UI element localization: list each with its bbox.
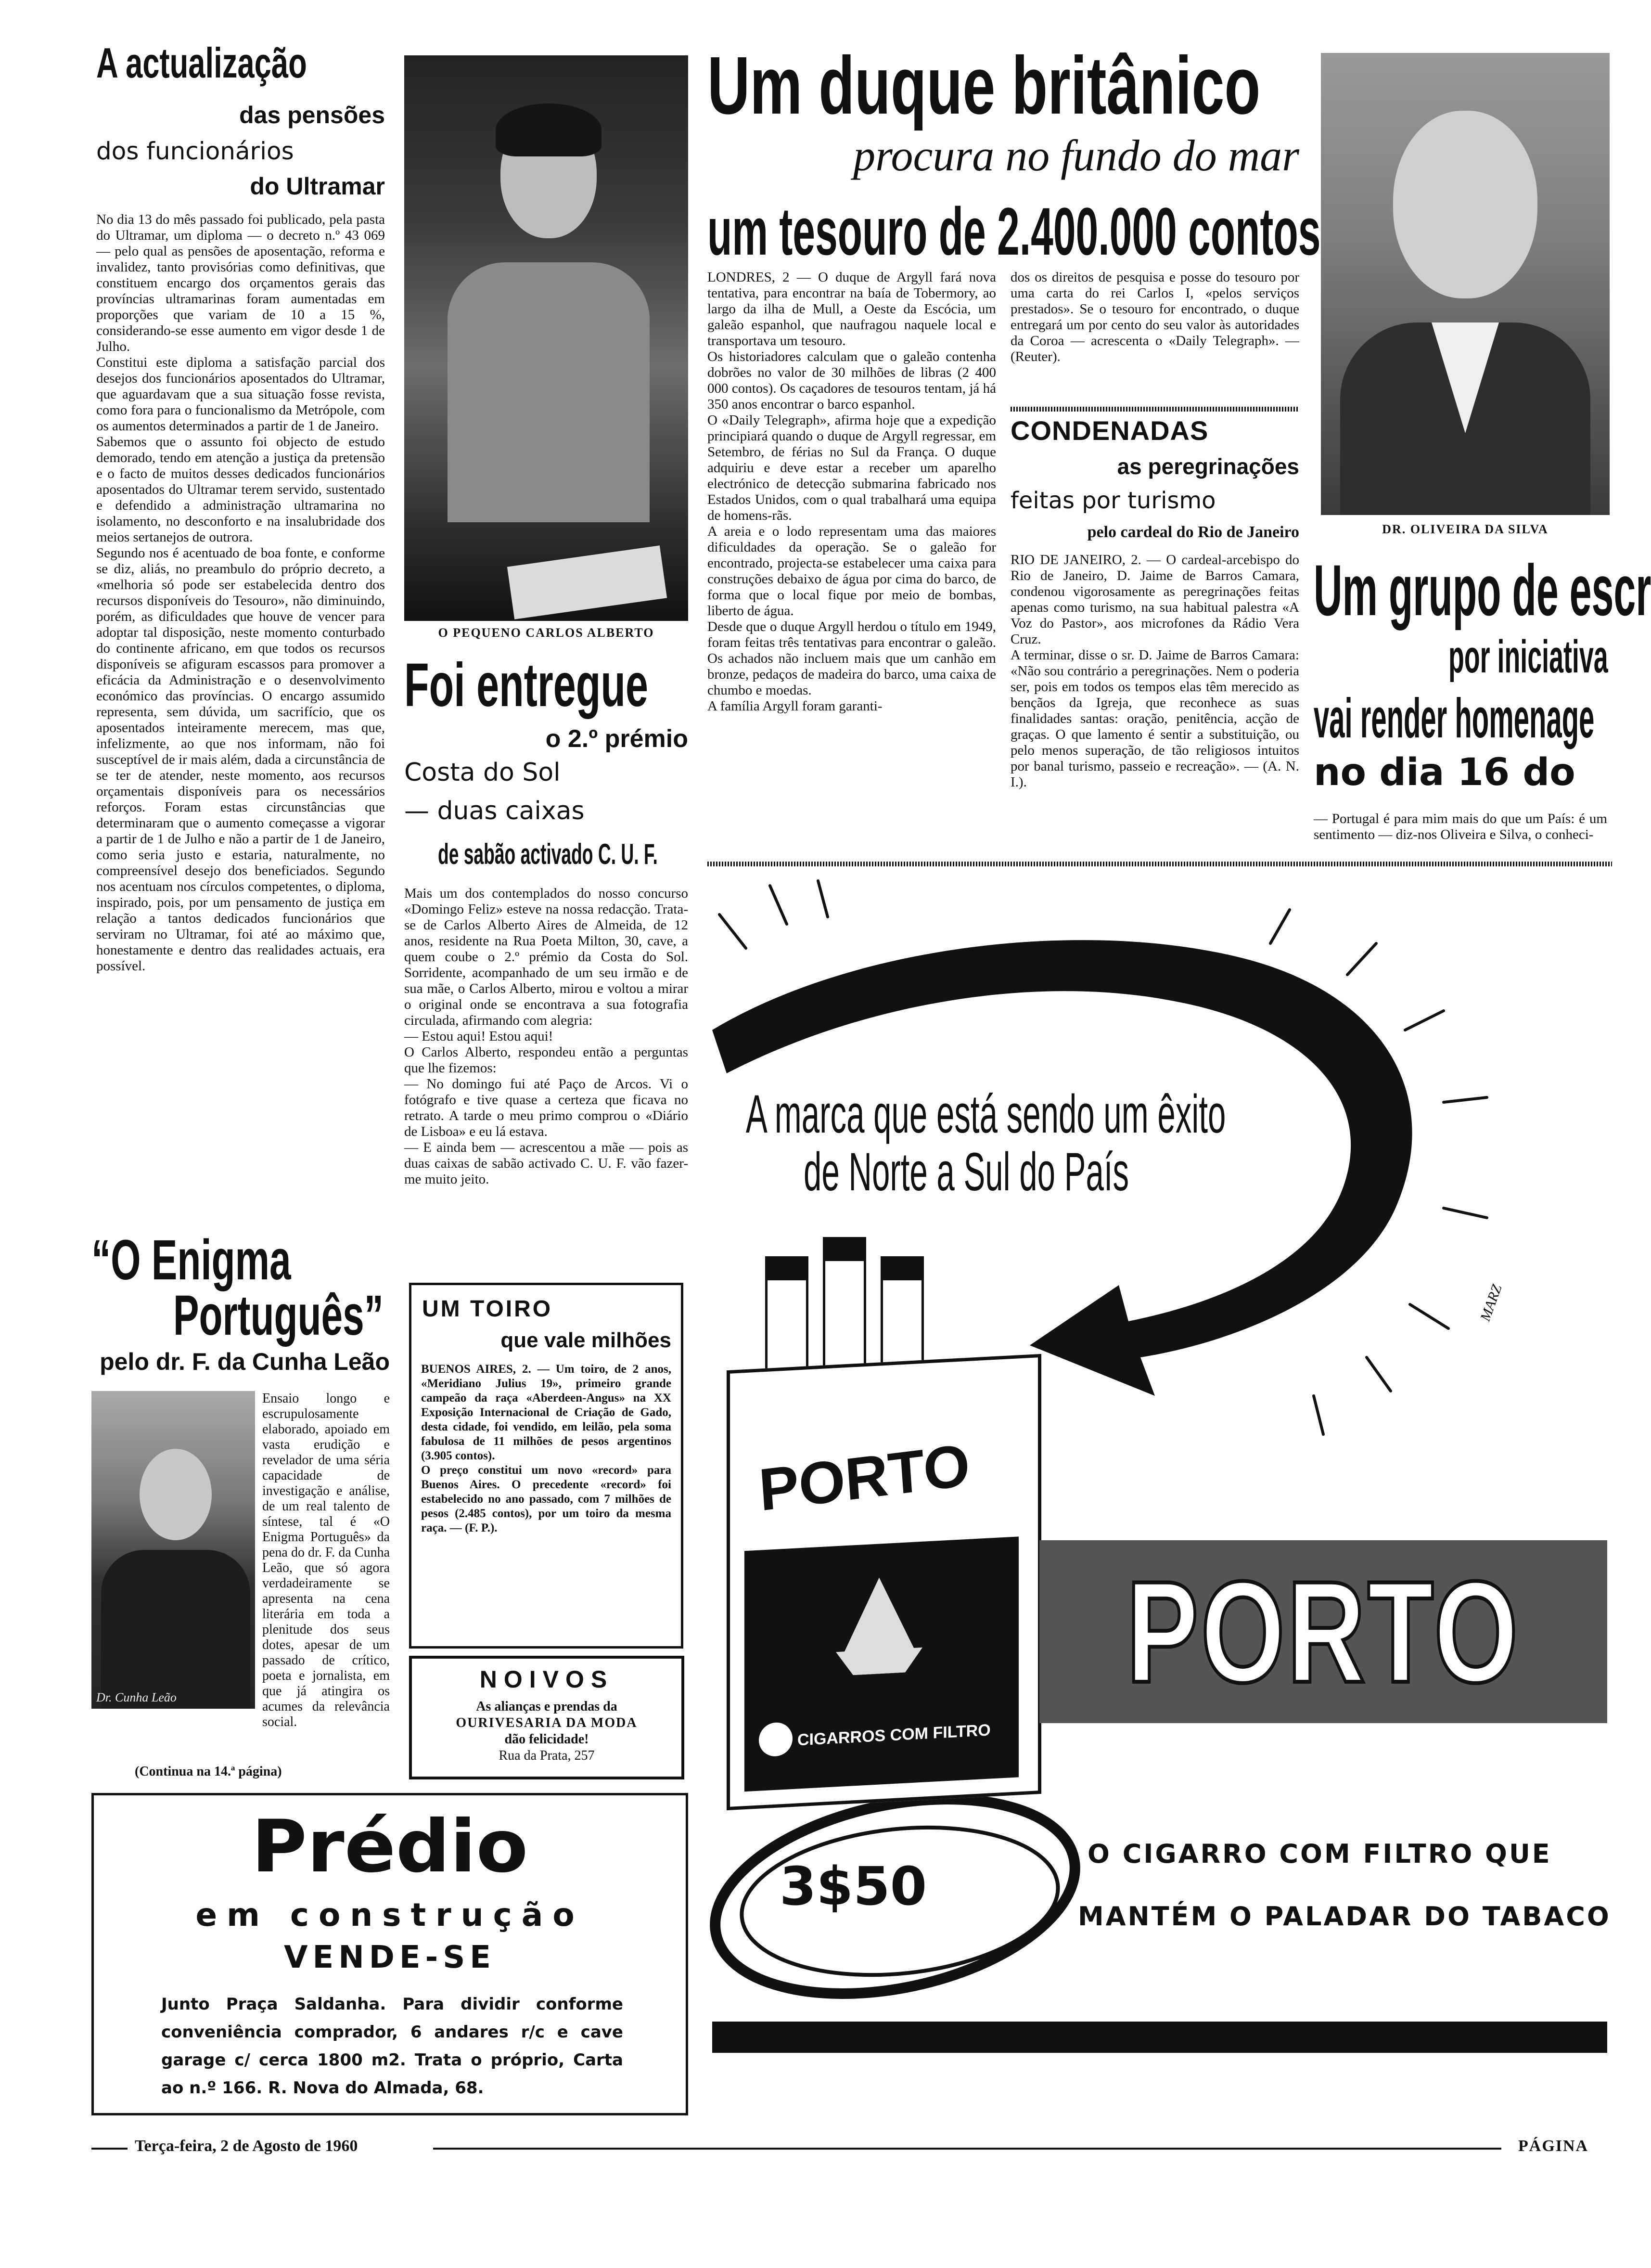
carlos-body: Mais um dos contemplados do nosso concurso «Domingo Feliz» esteve na nossa redacção. Trata-se de Carlos Alberto Aires de Almeida, de 12 anos, residente na Rua Poeta Milton, 30, cave, a quem coube o 2.º prémio da Costa do Sol. Sorridente, acompanhado de um seu irmão e de sua mãe, o Carlos Alberto, mirou e voltou a mirar o original onde se encontrava a sua fotografia circulada, afirmando com alegria: — Estou aqui! Estou aqui! O Carlos Alberto, respondeu então a perguntas que lhe fizemos: — No domingo fui até Paço de Arcos. Vi o fotógrafo e tive quase a certeza que ficava no retrato. A tarde o meu primo comprou o «Diário de Lisboa» e eu lá estava. — E ainda bem — acrescentou a mãe — pois as duas caixas de sabão activado C. U. F. vão fazer-me muito jeito. xyxy=(404,886,688,1187)
condenadas-sub2: feitas por turismo xyxy=(1011,487,1216,514)
pack-body xyxy=(727,1354,1041,1810)
predio-text: Junto Praça Saldanha. Para dividir conforme conveniência comprador, 6 andares r/c e cave garage c/ cerca 1800 m2. Trata o próprio, Carta ao n.º 166. R. Nova do Almada, 68. xyxy=(161,1995,623,2098)
pensoes-sub1: das pensões xyxy=(239,102,385,129)
carlos-sub1: o 2.º prémio xyxy=(545,725,688,753)
carlos-sub3: — duas caixas xyxy=(404,797,585,825)
pack-dark-panel xyxy=(744,1536,1019,1791)
duque-headline-1: Um duque britânico xyxy=(707,40,1261,131)
enigma-byline: pelo dr. F. da Cunha Leão xyxy=(100,1348,390,1375)
porto-banner-text: PORTO xyxy=(1126,1551,1521,1713)
oliveira-article xyxy=(1309,549,1651,881)
pensoes-article xyxy=(96,39,385,1223)
artist-signature: MARZ xyxy=(1477,1282,1505,1324)
footer-rule-left xyxy=(91,2148,128,2150)
condenadas-top-rule xyxy=(1011,407,1299,412)
ad-slogan-1: A marca que está sendo um êxito xyxy=(746,1084,1226,1144)
seal-icon xyxy=(759,1722,793,1757)
predio-box xyxy=(91,1793,688,2115)
oliveira-headline-4: no dia 16 do xyxy=(1314,751,1575,794)
cigarette-pack xyxy=(727,1237,1063,1800)
enigma-headline-2: Português” xyxy=(173,1284,384,1347)
ad-slogan-2: de Norte a Sul do País xyxy=(804,1142,1129,1202)
enigma-headline-1: “O Enigma xyxy=(91,1228,291,1292)
condenadas-body: RIO DE JANEIRO, 2. — O cardeal-arcebispo do Rio de Janeiro, D. Jaime de Barros Camara, condenou vigorosamente as peregrinações feitas apenas como turismo, na sua habitual palestra «A Voz do Pastor», aos microfones da Rádio Vera Cruz. A terminar, disse o sr. D. Jaime de Barros Camara: «Não sou contrário a peregrinações. Nem o poderia ser, pois em todos os tempos elas têm merecido as bençãos da Igreja, que reconhece as suas finalidades santas: oração, penitência, acção de graças. O que lamento é sentir a substituição, ou pelo menos superação, de tão religiosos intuitos por banal turismo, passeio e recreação». — (A. N. I.). xyxy=(1011,552,1299,790)
oliveira-photo-caption: DR. OLIVEIRA DA SILVA xyxy=(1382,522,1549,536)
enigma-body: Ensaio longo e escrupulosamente elaborado, apoiado em vasta erudição e revelador de uma séria capacidade de investigação e análise, de um real talento de síntese, tal é «O Enigma Português» da pena do dr. F. da Cunha Leão, que só agora verdadeiramente se apresenta na cena literária em toda a plenitude dos seus dotes, apesar de um passado de crítico, poeta e jornalista, em que já atingira os acumes da relevância social. xyxy=(262,1391,390,1729)
boy-torso xyxy=(448,262,650,522)
ad-tagline-1: O CIGARRO COM FILTRO QUE xyxy=(1088,1839,1552,1869)
newspaper-held xyxy=(507,545,667,619)
condenadas-headline: CONDENADAS xyxy=(1011,415,1209,446)
toiro-headline-1: UM TOIRO xyxy=(422,1296,553,1322)
ad-bottom-bar xyxy=(712,2022,1607,2053)
toiro-headline-2: que vale milhões xyxy=(500,1328,671,1352)
cunha-leao-photo xyxy=(91,1391,255,1709)
condenadas-sub3: pelo cardeal do Rio de Janeiro xyxy=(1087,523,1299,541)
pensoes-sub2: dos funcionários xyxy=(96,137,294,165)
carlos-photo-caption: O PEQUENO CARLOS ALBERTO xyxy=(438,626,654,640)
noivos-box xyxy=(409,1656,684,1779)
condenadas-sub1: as peregrinações xyxy=(1117,454,1299,479)
news-bottom-rule xyxy=(707,862,1612,866)
pack-text: CIGARROS COM FILTRO xyxy=(797,1721,991,1750)
oliveira-head xyxy=(1393,111,1537,298)
enigma-article xyxy=(91,1227,390,1781)
porto-advertisement xyxy=(693,871,1617,2103)
footer-page: PÁGINA xyxy=(1518,2137,1589,2155)
predio-title: Prédio xyxy=(251,1805,528,1889)
carlos-article xyxy=(404,55,688,1273)
predio-line1: em construção xyxy=(195,1896,584,1933)
portrait-head xyxy=(140,1449,212,1540)
noivos-line2: OURIVESARIA DA MODA xyxy=(456,1715,638,1730)
duque-body-col2: dos os direitos de pesquisa e posse do tesouro por uma carta do rei Carlos I, «pelos serviços prestados». Se o tesouro for encontrado, o duque entregará um por cento do seu valor às autoridades da Coroa — acrescenta o «Daily Telegraph». — (Reuter). xyxy=(1011,270,1299,364)
duque-body-col1: LONDRES, 2 — O duque de Argyll fará nova tentativa, para encontrar na baía de Tobermory, ao largo da ilha de Mull, a Oeste da Escócia, um galeão espanhol, que naufragou naquele local e transportava um tesouro. Os historiadores calculam que o galeão contenha dobrões no valor de 30 milhões de libras (2 400 000 contos). Os caçadores de tesouros tentam, já há 350 anos encontrar o barco espanhol. O «Daily Telegraph», afirma hoje que a expedição principiará quando o duque de Argyll regressar, em Setembro, de férias no Sul da França. O duque adquiriu e deve estar a receber um aparelho electrónico de detecção submarina fabricado nos Estados Unidos, com o qual trabalhará uma equipa de homens-rãs. A areia e o lodo representam uma das maiores dificuldades da operação. Se o galeão for encontrado, projecta-se estabelecer uma caixa para construções debaixo de água por cima do barco, de forma que o local fique por meio de bombas, liberto de água. Desde que o duque Argyll herdou o título em 1949, foram feitas três tentativas para encontrar o galeão. Os achados não incluem mais que um canhão em bronze, pedaços de madeira do barco, uma caixa de chumbo e moedas. A família Argyll foram garanti- xyxy=(707,270,996,714)
noivos-line1: As alianças e prendas da xyxy=(476,1699,617,1714)
pensoes-sub3: do Ultramar xyxy=(250,173,385,200)
duque-headline-3: um tesouro de 2.400.000 contos xyxy=(707,193,1321,269)
porto-banner xyxy=(1039,1540,1607,1723)
boy-hair xyxy=(496,103,602,156)
toiro-body: BUENOS AIRES, 2. — Um toiro, de 2 anos, «Meridiano Julius 19», primeiro grande campeão da raça «Aberdeen-Angus» na XX Exposição Internacional de Criação de Gado, desta cidade, foi vendido, em leilão, pela soma fabulosa de 11 milhões de pesos argentinos (3.905 contos). O preço constitui um novo «record» para Buenos Aires. O precedente «record» foi estabelecido no ano passado, com 7 milhões de pesos (2.485 contos), por um toiro da mesma raça. — (F. P.). xyxy=(421,1363,671,1534)
oliveira-headline-1: Um grupo de escr xyxy=(1314,550,1651,631)
price-label: 3$50 xyxy=(780,1856,927,1917)
oliveira-photo xyxy=(1321,53,1610,515)
ad-tagline-2: MANTÉM O PALADAR DO TABACO xyxy=(1078,1901,1611,1932)
boat-icon xyxy=(836,1575,922,1676)
predio-line2: VENDE-SE xyxy=(283,1940,496,1975)
duque-headline-2: procura no fundo do mar xyxy=(853,131,1299,180)
pack-brand: PORTO xyxy=(756,1431,972,1524)
carlos-photo xyxy=(404,55,688,621)
noivos-line4: Rua da Prata, 257 xyxy=(499,1748,595,1763)
enigma-continued: (Continua na 14.ª página) xyxy=(135,1764,282,1779)
portrait-caption: Dr. Cunha Leão xyxy=(96,1690,177,1704)
pensoes-body: No dia 13 do mês passado foi publicado, pela pasta do Ultramar, um diploma — o decreto n.º 43 069 — pelo qual as pensões de aposentação, reforma e invalidez, tanto provisórias como definitivas, que constituem encargo dos orçamentos gerais das províncias ultramarinas foram aumentadas em proporções que variam de 10 a 15 %, considerando-se esse aumento em vigor desde 1 de Julho. Constitui este diploma a satisfação parcial dos desejos dos funcionários aposentados do Ultramar, que aguardavam que a sua situação fosse revista, como fora para o funcionalismo da Metrópole, com os aumentos determinados a partir de 1 de Janeiro. Sabemos que o assunto foi objecto de estudo demorado, tendo em atenção a justiça da pretensão e o facto de muitos desses dedicados funcionários aposentados do Ultramar terem servido, sustentado e defendido a administração ultramarina no isolamento, no desconforto e na insalubridade dos meios sertanejos de outrora. Segundo nos é acentuado de boa fonte, e conforme se diz, aliás, no preambulo do próprio decreto, a «melhoria só pode ser estabelecida dentro dos recursos disponíveis do Tesouro», não diminuindo, porém, as dificuldades que houve de vencer para adoptar tal disposição, neste momento conturbado do continente africano, em que todos os recursos disponíveis se afiguram escassos para promover a eficácia da Administração e o desenvolvimento económico das províncias. O encargo assumido representa, sem dúvida, um sacrifício, que os aposentados inteiramente merecem, mas que, infelizmente, ao que nos informam, não foi susceptível de ir mais além, dada a circunstância de se ter de atender, neste momento, aos recursos orçamentais disponíveis para os necessários reforços. Foram estas circunstâncias que determinaram que o aumento começasse a vigorar a partir de 1 de Julho e não a partir de 1 de Janeiro, como seria justo e estaria, naturalmente, no compreensível desejo dos beneficiados. Segundo nos acentuam nos círculos competentes, o diploma, inspirado, pois, por um pensamento de justiça em relação a tantos dedicados funcionários que serviram no Ultramar, foi até ao máximo que, honestamente e dentro das realidades actuais, era possível. xyxy=(96,212,385,974)
condenadas-article xyxy=(1011,415,1299,863)
carlos-sub2: Costa do Sol xyxy=(404,758,561,787)
carlos-sub4: de sabão activado C. U. F. xyxy=(438,838,658,870)
pensoes-headline: A actualização xyxy=(96,39,307,87)
noivos-line3: dão felicidade! xyxy=(504,1732,589,1747)
oliveira-headline-2: por iniciativa xyxy=(1448,631,1608,683)
noivos-title: NOIVOS xyxy=(479,1666,614,1693)
footer-date: Terça-feira, 2 de Agosto de 1960 xyxy=(135,2137,358,2155)
carlos-headline: Foi entregue xyxy=(404,651,648,720)
toiro-box xyxy=(409,1283,683,1649)
oliveira-body: — Portugal é para mim mais do que um País: é um sentimento — diz-nos Oliveira e Silva, o conheci- xyxy=(1314,811,1607,842)
portrait-body xyxy=(101,1550,250,1709)
oliveira-headline-3: vai render homenage xyxy=(1314,687,1595,749)
footer-rule-right xyxy=(433,2148,1501,2150)
